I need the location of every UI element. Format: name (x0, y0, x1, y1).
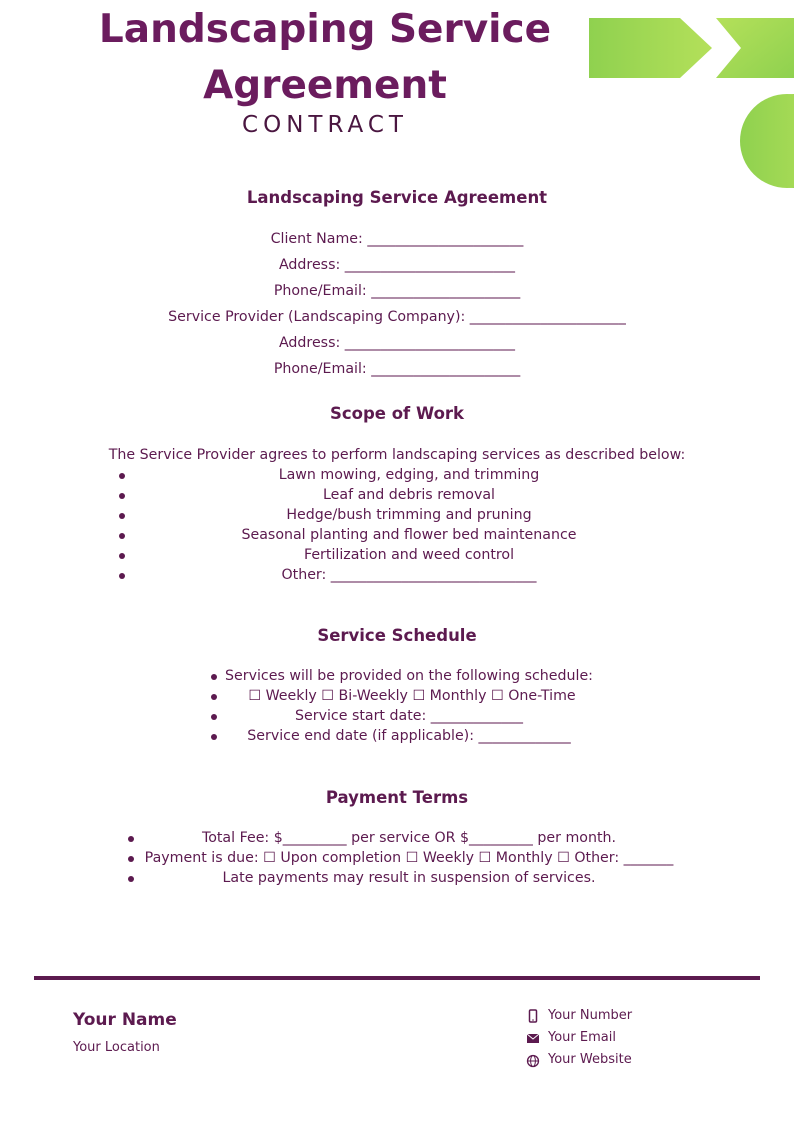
footer-email: Your Email (548, 1030, 616, 1045)
schedule-end-date: Service end date (if applicable): _____________ (247, 728, 571, 744)
schedule-start-date: Service start date: _____________ (295, 708, 523, 724)
phone-icon (526, 1009, 540, 1023)
client-name-field: Client Name: ______________________ (270, 231, 524, 247)
scope-item: Lawn mowing, edging, and trimming (278, 467, 540, 483)
scope-item: Hedge/bush trimming and pruning (286, 507, 532, 523)
scope-item: Leaf and debris removal (323, 487, 495, 503)
document-title-line1: Landscaping Service (98, 7, 552, 52)
schedule-heading: Service Schedule (317, 626, 477, 645)
footer-divider (34, 976, 760, 980)
provider-contact-field: Phone/Email: _____________________ (273, 361, 521, 377)
payment-heading: Payment Terms (325, 788, 469, 807)
email-icon (526, 1031, 540, 1045)
footer-phone: Your Number (548, 1008, 633, 1023)
payment-due-options: Payment is due: ☐ Upon completion ☐ Weekly ☐ Monthly ☐ Other: _______ (144, 850, 674, 866)
provider-address-field: Address: ________________________ (278, 335, 516, 351)
client-contact-field: Phone/Email: _____________________ (273, 283, 521, 299)
footer-location: Your Location (73, 1040, 160, 1055)
circle-shape (740, 94, 794, 188)
client-address-field: Address: ________________________ (278, 257, 516, 273)
arrow-shape-right (716, 18, 794, 78)
provider-name-field: Service Provider (Landscaping Company): ______________________ (168, 309, 626, 325)
globe-icon (526, 1054, 540, 1068)
scope-item-other: Other: _____________________________ (281, 567, 537, 583)
scope-item: Seasonal planting and flower bed maintenance (241, 527, 577, 543)
scope-heading: Scope of Work (329, 404, 465, 423)
document-title-line2: Agreement (203, 63, 447, 108)
scope-intro: The Service Provider agrees to perform landscaping services as described below: (108, 447, 686, 463)
arrow-shape-left (589, 18, 712, 78)
footer-website: Your Website (548, 1052, 632, 1067)
footer-name: Your Name (73, 1010, 177, 1030)
document-subtitle: CONTRACT (242, 112, 408, 138)
payment-total-fee: Total Fee: $_________ per service OR $_________ per month. (201, 830, 617, 846)
scope-item: Fertilization and weed control (303, 547, 515, 563)
payment-late-note: Late payments may result in suspension of services. (222, 870, 596, 886)
schedule-frequency-options: ☐ Weekly ☐ Bi-Weekly ☐ Monthly ☐ One-Time (248, 688, 576, 704)
parties-heading: Landscaping Service Agreement (246, 188, 548, 207)
schedule-item: Services will be provided on the following schedule: (225, 668, 593, 684)
